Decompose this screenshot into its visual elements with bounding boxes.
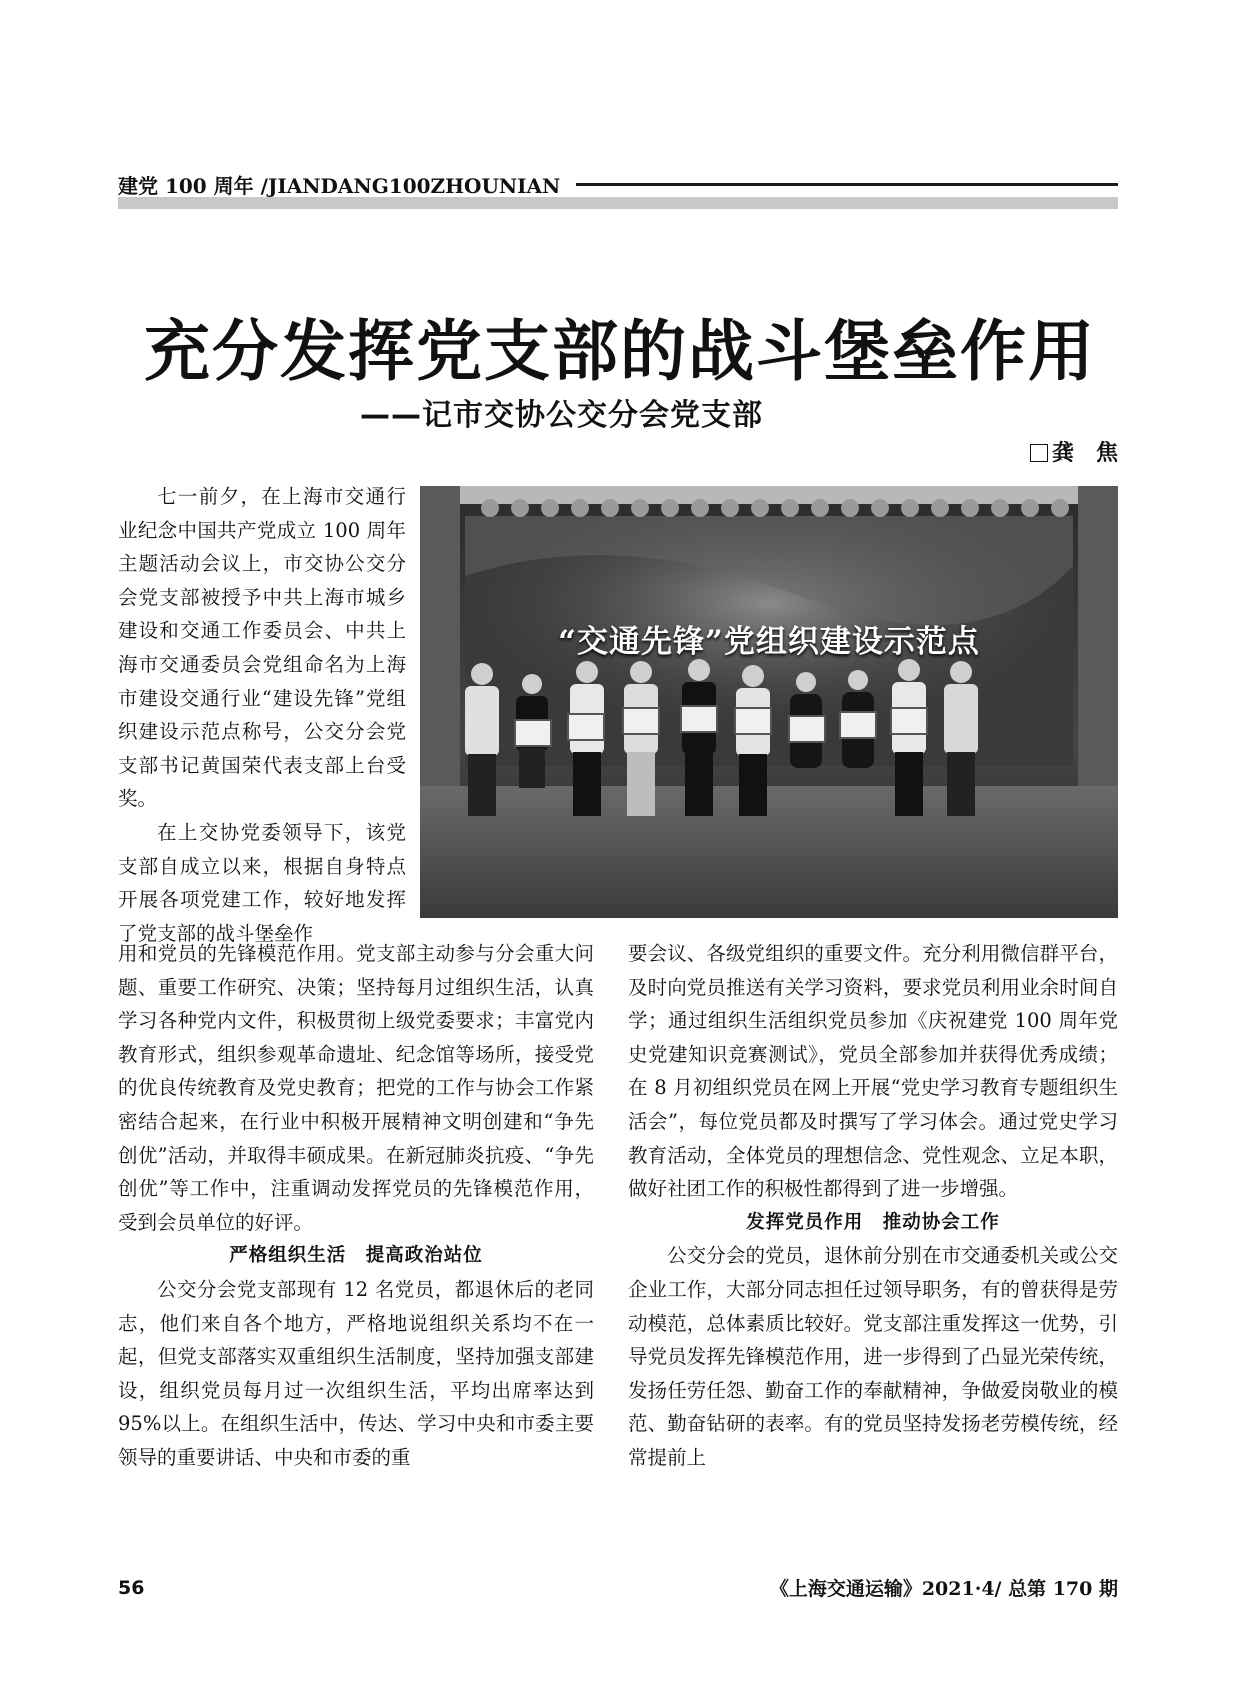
page-number: 56	[118, 1577, 145, 1599]
intro-paragraph-1: 七一前夕，在上海市交通行业纪念中国共产党成立 100 周年主题活动会议上，市交协公交分会党支部被授予中共上海市城乡建设和交通工作委员会、中共上海市交通委员会党组命名为上海市建设交通行业“建设先锋”党组织建设示范点称号，公交分会党支部书记黄国荣代表支部上台受奖。	[118, 485, 406, 811]
journal-citation: 《上海交通运输》2021·4/ 总第 170 期	[769, 1578, 1118, 1600]
photo-banner-text: “交通先锋”党组织建设示范点	[558, 624, 980, 660]
article-title: 充分发挥党支部的战斗堡垒作用	[144, 312, 1096, 390]
right-paragraph-continued: 要会议、各级党组织的重要文件。充分利用微信群平台，及时向党员推送有关学习资料，要求党员利用业余时间自学；通过组织生活组织党员参加《庆祝建党 100 周年党史党建知识竞赛测试》，党员全部参加并获得优秀成绩；在 8 月初组织党员在网上开展“党史学习教育专题组织生活会”，每位党员都及时撰写了学习体会。通过党史学习教育活动，全体党员的理想信念、党性观念、立足本职，做好社团工作的积极性都得到了进一步增强。	[628, 942, 1118, 1201]
photo-illustration	[420, 486, 1118, 918]
section-label: 建党 100 周年 /JIANDANG100ZHOUNIAN	[118, 173, 561, 198]
byline	[1030, 436, 1118, 467]
header-band	[118, 197, 1118, 209]
byline-box-icon	[1030, 444, 1048, 462]
left-paragraph-continued: 用和党员的先锋模范作用。党支部主动参与分会重大问题、重要工作研究、决策；坚持每月过组织生活，认真学习各种党内文件，积极贯彻上级党委要求；丰富党内教育形式，组织参观革命遗址、纪念馆等场所，接受党的优良传统教育及党史教育；把党的工作与协会工作紧密结合起来，在行业中积极开展精神文明创建和“争先创优”活动，并取得丰硕成果。在新冠肺炎抗疫、“争先创优”等工作中，注重调动发挥党员的先锋模范作用，受到会员单位的好评。	[118, 942, 594, 1234]
header-rule	[576, 183, 1118, 186]
left-column	[118, 937, 594, 1475]
award-photo	[420, 486, 1118, 918]
left-paragraph-3: 公交分会党支部现有 12 名党员，都退休后的老同志，他们来自各个地方，严格地说组织关系均不在一起，但党支部落实双重组织生活制度，坚持加强支部建设，组织党员每月过一次组织生活，平均出席率达到 95%以上。在组织生活中，传达、学习中央和市委主要领导的重要讲话、中央和市委的重	[118, 1277, 594, 1469]
intro-paragraph-2: 在上交协党委领导下，该党支部自成立以来，根据自身特点开展各项党建工作，较好地发挥了党支部的战斗堡垒作	[118, 820, 406, 945]
subhead-organization-life: 严格组织生活 提高政治站位	[229, 1245, 483, 1267]
right-paragraph-2: 公交分会的党员，退休前分别在市交通委机关或公交企业工作，大部分同志担任过领导职务，有的曾获得是劳动模范，总体素质比较好。党支部注重发挥这一优势，引导党员发挥先锋模范作用，进一步得到了凸显光荣传统，发扬任劳任怨、勤奋工作的奉献精神，争做爱岗敬业的模范、勤奋钻研的表率。有的党员坚持发扬老劳模传统，经常提前上	[628, 1244, 1118, 1469]
section-header	[118, 172, 1118, 196]
article-subtitle: ——记市交协公交分会党支部	[360, 398, 763, 433]
right-column	[628, 937, 1118, 1475]
intro-column	[118, 480, 406, 950]
subhead-member-role: 发挥党员作用 推动协会工作	[746, 1211, 1000, 1233]
author-name: 龚 焦	[1051, 441, 1118, 466]
